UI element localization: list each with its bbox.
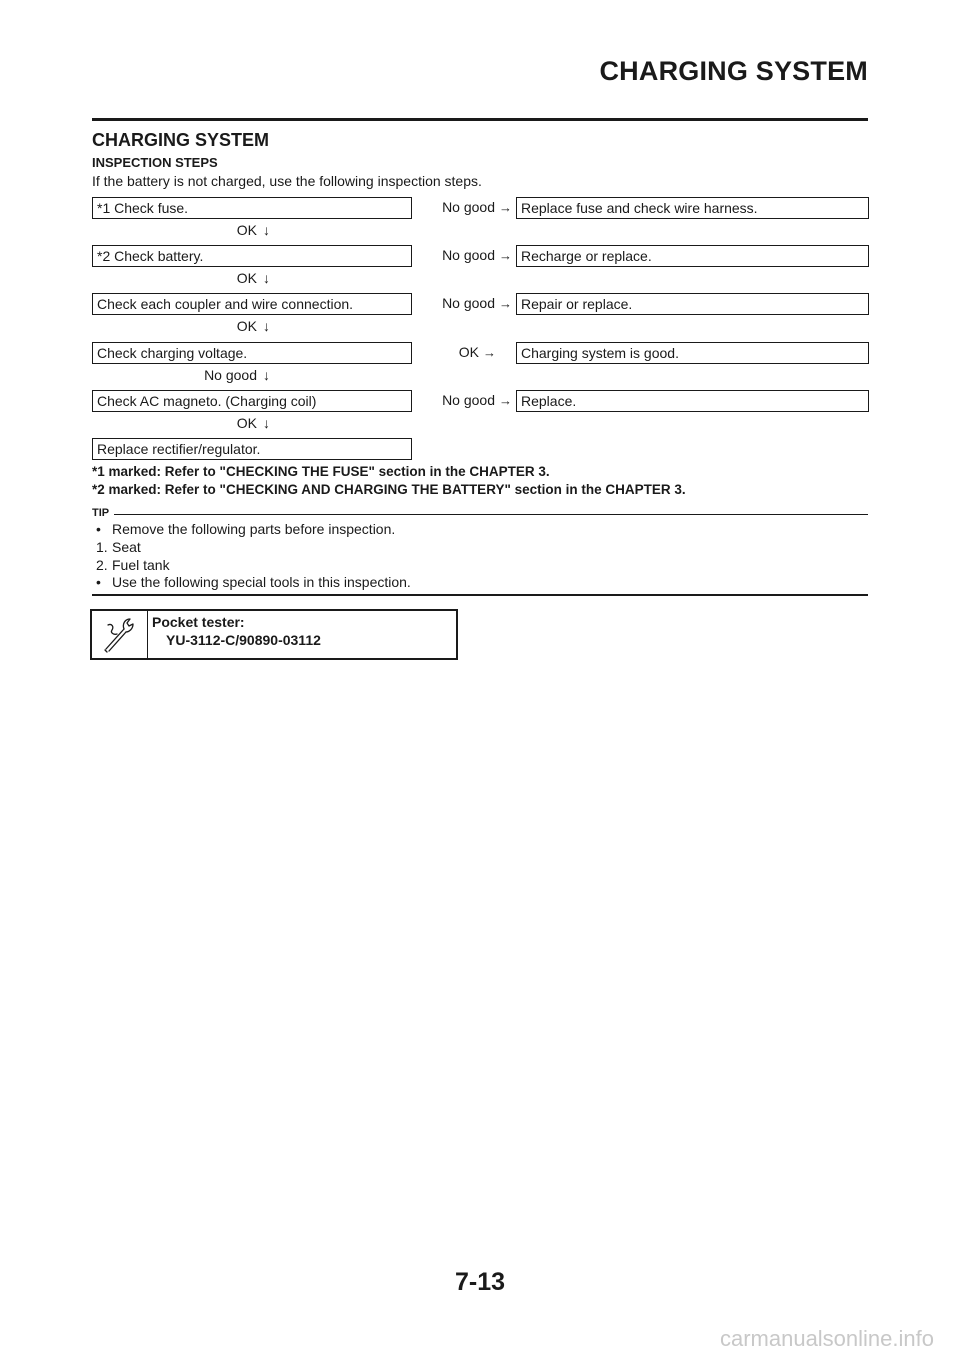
tip-line (92, 520, 395, 538)
note-fuse-reference: *1 marked: Refer to "CHECKING THE FUSE" section in the CHAPTER 3. (92, 464, 550, 479)
wrench-tool-icon (92, 611, 148, 658)
flow-step-check-voltage: Check charging voltage. (92, 342, 412, 364)
down-label-text: OK (236, 270, 257, 286)
page-number: 7-13 (454, 1268, 506, 1296)
inspection-steps-heading: INSPECTION STEPS (92, 155, 218, 170)
tip-line (92, 538, 141, 556)
down-label-text: No good (204, 367, 257, 383)
tool-part-number: YU-3112-C/90890-03112 (166, 632, 321, 648)
branch-label-text: No good (442, 392, 495, 408)
special-tool-box (90, 609, 458, 660)
page-header-title: CHARGING SYSTEM (599, 56, 868, 86)
down-arrow-icon: ↓ (263, 318, 270, 334)
flow-result-recharge: Recharge or replace. (516, 245, 869, 267)
list-marker: 2. (96, 557, 108, 573)
tip-line-text: Seat (112, 539, 141, 555)
tip-divider-top (114, 514, 868, 515)
flow-branch-label (412, 342, 496, 363)
right-arrow-icon: → (499, 200, 512, 215)
flow-step-check-couplers: Check each coupler and wire connection. (92, 293, 412, 315)
flow-result-replace-fuse: Replace fuse and check wire harness. (516, 197, 869, 219)
flow-result-replace: Replace. (516, 390, 869, 412)
tool-name: Pocket tester: (152, 614, 245, 630)
down-arrow-icon: ↓ (263, 367, 270, 383)
down-label-text: OK (236, 415, 257, 431)
watermark: carmanualsonline.info (719, 1326, 934, 1351)
branch-label-text: OK (458, 344, 479, 360)
section-title: CHARGING SYSTEM (92, 130, 270, 150)
tip-line (92, 556, 170, 574)
down-label-text: OK (236, 318, 257, 334)
flow-step-replace-regulator: Replace rectifier/regulator. (92, 438, 412, 460)
tip-line-text: Remove the following parts before inspection. (112, 521, 396, 537)
flow-result-repair: Repair or replace. (516, 293, 869, 315)
right-arrow-icon: → (499, 393, 512, 408)
flow-branch-label (412, 197, 512, 218)
tip-line-text: Fuel tank (112, 557, 170, 573)
branch-label-text: No good (442, 295, 495, 311)
flow-step-check-fuse: *1 Check fuse. (92, 197, 412, 219)
right-arrow-icon: → (499, 296, 512, 311)
flow-down-label (150, 269, 270, 287)
flow-step-check-magneto: Check AC magneto. (Charging coil) (92, 390, 412, 412)
flow-result-system-good: Charging system is good. (516, 342, 869, 364)
tip-line-text: Use the following special tools in this inspection. (112, 574, 411, 590)
note-battery-reference: *2 marked: Refer to "CHECKING AND CHARGING THE BATTERY" section in the CHAPTER 3. (92, 482, 686, 497)
right-arrow-icon: → (499, 248, 512, 263)
down-arrow-icon: ↓ (263, 222, 270, 238)
right-arrow-icon: → (483, 345, 496, 360)
flow-branch-label (412, 245, 512, 266)
flow-down-label (150, 366, 270, 384)
down-arrow-icon: ↓ (263, 270, 270, 286)
list-marker: 1. (96, 539, 108, 555)
down-label-text: OK (236, 222, 257, 238)
flow-down-label (150, 414, 270, 432)
header-divider (92, 118, 868, 121)
tip-divider-bottom (92, 594, 868, 596)
branch-label-text: No good (442, 199, 495, 215)
flow-branch-label (412, 293, 512, 314)
branch-label-text: No good (442, 247, 495, 263)
flow-branch-label (412, 390, 512, 411)
intro-text: If the battery is not charged, use the following inspection steps. (92, 173, 482, 189)
list-marker: • (96, 574, 101, 590)
flow-step-check-battery: *2 Check battery. (92, 245, 412, 267)
flow-down-label (150, 317, 270, 335)
tip-line (92, 573, 411, 591)
list-marker: • (96, 521, 101, 537)
flow-down-label (150, 221, 270, 239)
tip-label: TIP (92, 507, 110, 519)
down-arrow-icon: ↓ (263, 415, 270, 431)
